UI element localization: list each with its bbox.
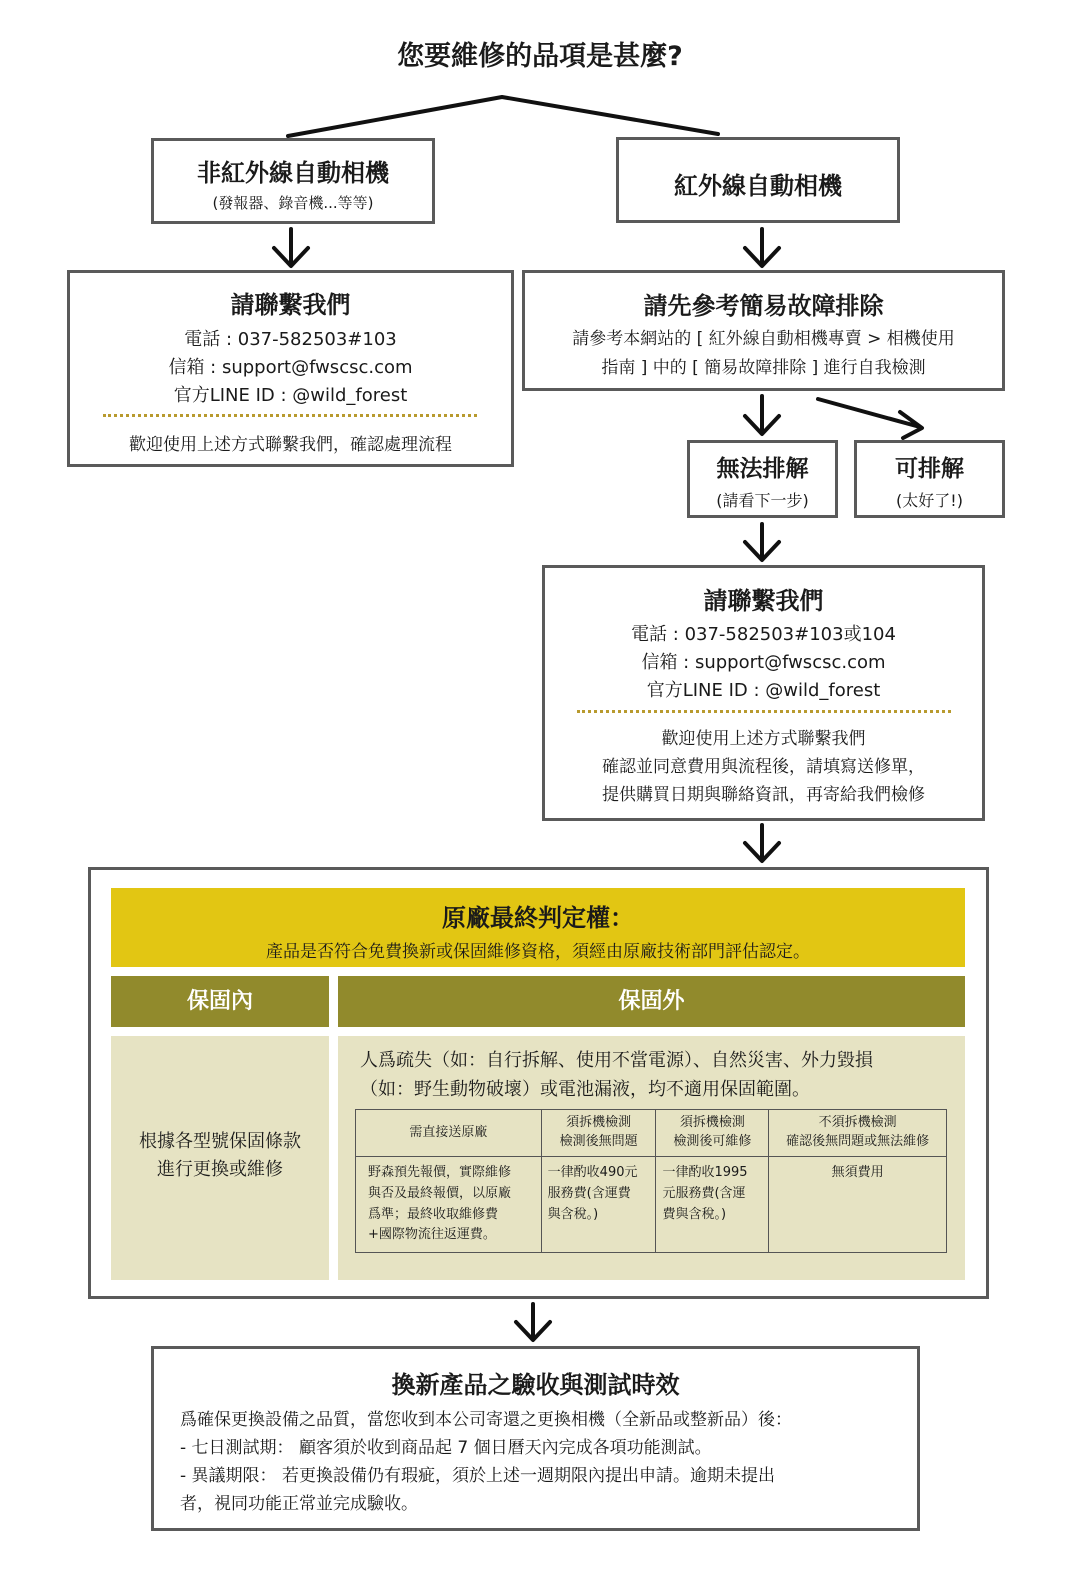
acceptance-item-objection-1: - 異議期限： 若更換設備仍有瑕疵，須於上述一週期限內提出申請。逾期未提出 <box>180 1466 775 1486</box>
in-warranty-text-1: 根據各型號保固條款 <box>139 1131 301 1152</box>
unresolved-box <box>687 440 838 518</box>
arrow-down-icon <box>745 825 779 861</box>
contact-box-right <box>542 565 985 821</box>
out-warranty-fee-table <box>355 1109 947 1253</box>
contact-title: 請聯繫我們 <box>230 291 351 319</box>
table-cell: 野森預先報價，實際維修 與否及最終報價，以原廠 爲準；最終收取維修費 +國際物流往返運費。 <box>356 1157 542 1253</box>
contact-phone: 電話 : 037-582503#103或104 <box>631 624 896 645</box>
arrow-down-icon <box>745 396 779 434</box>
out-warranty-text-2: （如：野生動物破壞）或電池漏液，均不適用保固範圍。 <box>360 1079 810 1100</box>
acceptance-item-test-period: - 七日測試期： 顧客須於收到商品起 7 個日曆天內完成各項功能測試。 <box>180 1438 712 1458</box>
unresolved-subtitle: (請看下一步) <box>716 491 809 510</box>
resolved-subtitle: (太好了!) <box>896 491 963 510</box>
resolved-box <box>854 440 1005 518</box>
contact-email: 信箱 : support@fwscsc.com <box>641 652 886 673</box>
table-row <box>356 1157 947 1253</box>
contact-box-left <box>67 270 514 467</box>
table-header-cell: 須拆機檢測 檢測後可維修 <box>656 1110 769 1157</box>
acceptance-title: 換新產品之驗收與測試時效 <box>391 1371 680 1399</box>
question-fork-line <box>288 97 718 136</box>
acceptance-item-objection-2: 者，視同功能正常並完成驗收。 <box>180 1494 418 1514</box>
branch-title: 紅外線自動相機 <box>674 172 842 200</box>
resolved-title: 可排解 <box>895 456 964 482</box>
acceptance-box <box>151 1346 920 1531</box>
contact-title: 請聯繫我們 <box>703 587 824 615</box>
table-cell: 無須費用 <box>769 1157 947 1253</box>
branch-non-infrared <box>151 138 435 224</box>
authority-text: 產品是否符合免費換新或保固維修資格，須經由原廠技術部門評估認定。 <box>266 942 810 962</box>
table-cell: 一律酌收1995 元服務費(含運 費與含稅。) <box>656 1157 769 1253</box>
authority-title: 原廠最終判定權： <box>442 904 634 932</box>
dotted-separator <box>577 710 951 713</box>
contact-note-3: 提供購買日期與聯絡資訊，再寄給我們檢修 <box>602 785 925 805</box>
out-warranty-header: 保固外 <box>338 976 965 1027</box>
arrow-diagonal-icon <box>818 399 922 438</box>
branch-title: 非紅外線自動相機 <box>197 159 389 187</box>
contact-note-1: 歡迎使用上述方式聯繫我們 <box>661 729 866 749</box>
table-header-cell: 須拆機檢測 檢測後無問題 <box>541 1110 656 1157</box>
arrow-down-icon <box>745 229 779 266</box>
troubleshoot-text-2: 指南 ] 中的 [ 簡易故障排除 ] 進行自我檢測 <box>601 358 926 378</box>
branch-subtitle: (發報器、錄音機...等等) <box>212 194 374 212</box>
table-header-cell: 不須拆機檢測 確認後無問題或無法維修 <box>769 1110 947 1157</box>
out-warranty-text-1: 人爲疏失（如：自行拆解、使用不當電源）、自然災害、外力毀損 <box>360 1050 873 1071</box>
contact-line-id: 官方LINE ID : @wild_forest <box>646 680 881 701</box>
contact-email: 信箱 : support@fwscsc.com <box>168 357 413 378</box>
dotted-separator <box>103 414 477 417</box>
troubleshoot-title: 請先參考簡易故障排除 <box>643 292 884 320</box>
unresolved-title: 無法排解 <box>716 456 809 482</box>
main-question: 您要維修的品項是甚麼? <box>397 41 683 72</box>
branch-infrared <box>616 137 900 223</box>
contact-phone: 電話 : 037-582503#103 <box>184 329 397 350</box>
table-header-cell: 需直接送原廠 <box>356 1110 542 1157</box>
authority-banner <box>111 888 965 967</box>
acceptance-intro: 爲確保更換設備之品質，當您收到本公司寄還之更換相機（全新品或整新品）後： <box>180 1410 792 1430</box>
troubleshoot-text-1: 請參考本網站的 [ 紅外線自動相機專賣 > 相機使用 <box>572 329 955 349</box>
in-warranty-panel <box>111 1036 329 1280</box>
arrow-down-icon <box>516 1304 550 1340</box>
troubleshoot-box <box>522 270 1005 391</box>
arrow-down-icon <box>745 524 779 560</box>
contact-line-id: 官方LINE ID : @wild_forest <box>173 385 408 406</box>
table-header-row <box>356 1110 947 1157</box>
arrow-down-icon <box>274 229 308 266</box>
table-cell: 一律酌收490元 服務費(含運費 與含稅。) <box>541 1157 656 1253</box>
in-warranty-header: 保固內 <box>111 976 329 1027</box>
contact-note: 歡迎使用上述方式聯繫我們，確認處理流程 <box>129 435 452 455</box>
contact-note-2: 確認並同意費用與流程後，請填寫送修單， <box>602 757 925 777</box>
in-warranty-text-2: 進行更換或維修 <box>157 1159 283 1180</box>
